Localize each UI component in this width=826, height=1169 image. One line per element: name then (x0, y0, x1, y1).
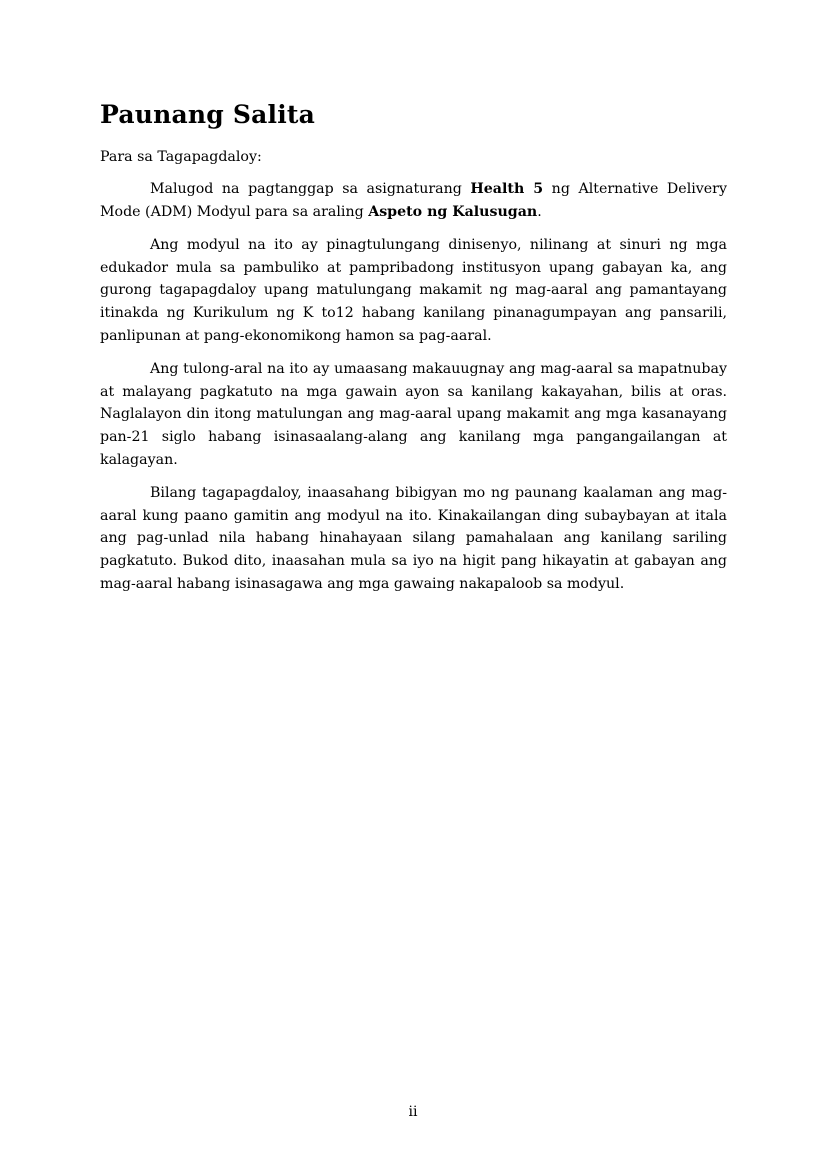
paragraph-module-design: Ang modyul na ito ay pinagtulungang dinisenyo, nilinang at sinuri ng mga edukador mula sa pambuliko at pampribadong institusyon upang gabayan ka, ang gurong tagapagdaloy upang matulungang makamit ng mag-aaral ang pamantayang itinakda ng Kurikulum ng K to12 habang kanilang pinanagumpayan ang pansarili, panlipunan at pang-ekonomikong hamon sa pag-aaral. (100, 237, 727, 344)
paragraph-facilitator-role: Bilang tagapagdaloy, inaasahang bibigyan mo ng paunang kaalaman ang mag-aaral kung paano gamitin ang modyul na ito. Kinakailangan ding subaybayan at itala ang pag-unlad nila habang hinahayaan silang pamahalaan ang kanilang sariling pagkatuto. Bukod dito, inaasahan mula sa iyo na higit pang hikayatin at gabayan ang mag-aaral habang isinasagawa ang mga gawaing nakapaloob sa modyul. (100, 485, 727, 592)
paragraph-welcome-text-1: Malugod na pagtanggap sa asignaturang (150, 181, 471, 197)
document-page (100, 98, 727, 606)
paragraph-welcome-text-2: ng Alternative Delivery Mode (ADM) Modyul para sa araling (100, 181, 727, 220)
page-number: ii (408, 1104, 418, 1120)
paragraph-welcome (100, 178, 727, 223)
lesson-name: Aspeto ng Kalusugan (368, 203, 538, 220)
salutation: Para sa Tagapagdaloy: (100, 149, 262, 165)
paragraph-learning-aid: Ang tulong-aral na ito ay umaasang makauugnay ang mag-aaral sa mapatnubay at malayang pagkatuto na mga gawain ayon sa kanilang kakayahan, bilis at oras. Naglalayon din itong matulungan ang mag-aaral upang makamit ang mga kasanayang pan-21 siglo habang isinasaalang-alang ang kanilang mga pangangailangan at kalagayan. (100, 361, 727, 468)
subject-name: Health 5 (470, 181, 544, 197)
page-title: Paunang Salita (100, 100, 316, 129)
paragraph-welcome-text-3: . (537, 203, 542, 220)
